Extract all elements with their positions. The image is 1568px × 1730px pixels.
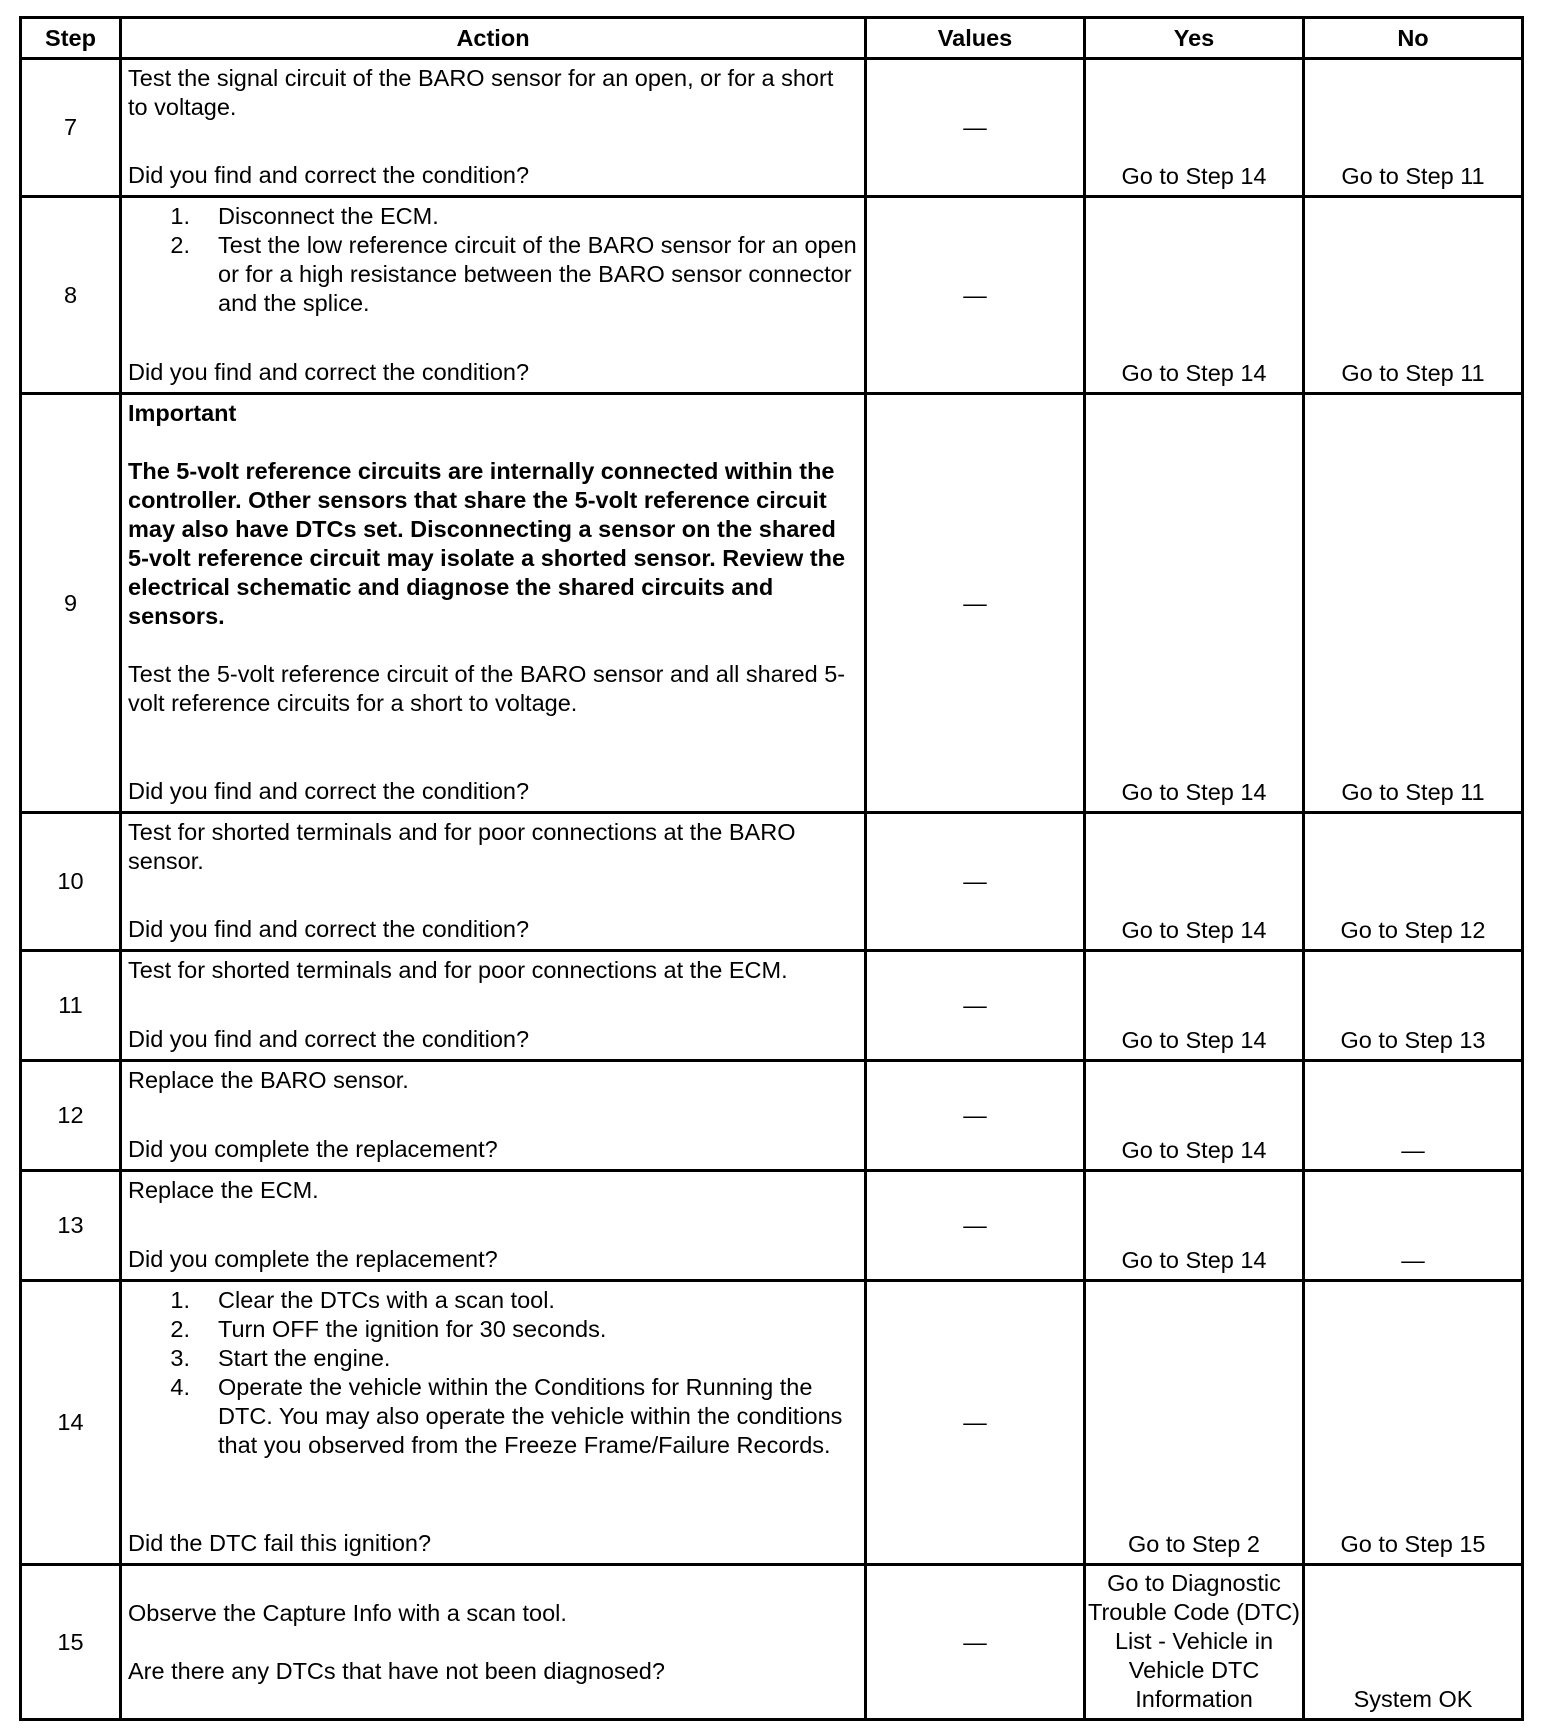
step-number: 7 [21, 59, 121, 197]
action-question: Did you complete the replacement? [128, 1246, 498, 1272]
table-row [21, 1565, 1523, 1720]
yes-cell: Go to Step 14 [1085, 813, 1304, 951]
action-list [128, 202, 858, 318]
yes-cell: Go to Step 14 [1085, 59, 1304, 197]
action-question: Did you find and correct the condition? [128, 916, 530, 942]
step-number: 12 [21, 1061, 121, 1171]
action-question: Did you find and correct the condition? [128, 359, 530, 385]
values-cell: — [866, 59, 1085, 197]
header-row [21, 18, 1523, 59]
action-text: Observe the Capture Info with a scan tool. [128, 1599, 567, 1626]
action-question: Are there any DTCs that have not been diagnosed? [128, 1657, 665, 1684]
important-title: Important [128, 400, 237, 426]
no-cell: Go to Step 12 [1304, 813, 1523, 951]
values-cell: — [866, 1171, 1085, 1281]
header-action: Action [121, 18, 866, 59]
yes-cell: Go to Step 14 [1085, 1171, 1304, 1281]
values-cell: — [866, 1061, 1085, 1171]
no-cell: — [1304, 1171, 1523, 1281]
values-cell: — [866, 813, 1085, 951]
table-row [21, 1061, 1523, 1171]
list-item: 1. Disconnect the ECM. [170, 203, 439, 229]
action-cell [121, 1061, 866, 1171]
no-cell: Go to Step 11 [1304, 197, 1523, 394]
action-text: Test the 5-volt reference circuit of the BARO sensor and all shared 5-volt reference circuits for a short to voltage. [128, 661, 846, 716]
action-question: Did you complete the replacement? [128, 1136, 498, 1162]
table-row [21, 1171, 1523, 1281]
action-cell [121, 1171, 866, 1281]
no-cell: Go to Step 13 [1304, 951, 1523, 1061]
action-text: Test for shorted terminals and for poor connections at the ECM. [128, 957, 788, 983]
no-cell: System OK [1304, 1565, 1523, 1720]
list-item: 1. Clear the DTCs with a scan tool. [170, 1287, 555, 1313]
no-cell: Go to Step 11 [1304, 394, 1523, 813]
list-item: 4. Operate the vehicle within the Conditions for Running the DTC. You may also operate the vehicle within the conditions that you observed from the Freeze Frame/Failure Records. [170, 1374, 843, 1458]
action-cell [121, 197, 866, 394]
no-cell: — [1304, 1061, 1523, 1171]
header-step: Step [21, 18, 121, 59]
step-number: 13 [21, 1171, 121, 1281]
values-cell: — [866, 197, 1085, 394]
table-row [21, 197, 1523, 394]
important-note: The 5-volt reference circuits are internally connected within the controller. Other sensors that share the 5-volt reference circuit may also have DTCs set. Disconnecting a sensor on the shared 5-volt reference circuit may isolate a shorted sensor. Review the electrical schematic and diagnose the shared circuits and sensors. [128, 458, 846, 629]
action-question: Did you find and correct the condition? [128, 162, 530, 188]
list-item: 2. Test the low reference circuit of the BARO sensor for an open or for a high resistance between the BARO sensor connector and the splice. [170, 232, 857, 316]
table-row [21, 59, 1523, 197]
step-number: 15 [21, 1565, 121, 1720]
action-cell [121, 394, 866, 813]
action-text: Replace the BARO sensor. [128, 1067, 409, 1093]
yes-cell: Go to Step 2 [1085, 1281, 1304, 1565]
table-row [21, 813, 1523, 951]
yes-cell: Go to Step 14 [1085, 1061, 1304, 1171]
step-number: 8 [21, 197, 121, 394]
yes-cell: Go to Step 14 [1085, 951, 1304, 1061]
action-cell [121, 59, 866, 197]
list-item: 3. Start the engine. [170, 1345, 391, 1371]
step-number: 11 [21, 951, 121, 1061]
table-row [21, 394, 1523, 813]
no-cell: Go to Step 15 [1304, 1281, 1523, 1565]
action-cell [121, 1565, 866, 1720]
action-text: Test for shorted terminals and for poor connections at the BARO sensor. [128, 819, 796, 874]
step-number: 14 [21, 1281, 121, 1565]
yes-cell: Go to Step 14 [1085, 197, 1304, 394]
values-cell: — [866, 394, 1085, 813]
action-text: Test the signal circuit of the BARO sensor for an open, or for a short to voltage. [128, 65, 834, 120]
action-cell [121, 951, 866, 1061]
action-text: Replace the ECM. [128, 1177, 319, 1203]
header-values: Values [866, 18, 1085, 59]
yes-cell: Go to Step 14 [1085, 394, 1304, 813]
no-cell: Go to Step 11 [1304, 59, 1523, 197]
action-cell [121, 1281, 866, 1565]
header-no: No [1304, 18, 1523, 59]
values-cell: — [866, 1281, 1085, 1565]
diagnostic-table [19, 16, 1524, 1721]
table-row [21, 951, 1523, 1061]
values-cell: — [866, 951, 1085, 1061]
action-question: Did the DTC fail this ignition? [128, 1530, 432, 1556]
table-row [21, 1281, 1523, 1565]
values-cell: — [866, 1565, 1085, 1720]
list-item: 2. Turn OFF the ignition for 30 seconds. [170, 1316, 607, 1342]
action-question: Did you find and correct the condition? [128, 778, 530, 804]
step-number: 9 [21, 394, 121, 813]
action-question: Did you find and correct the condition? [128, 1026, 530, 1052]
header-yes: Yes [1085, 18, 1304, 59]
action-cell [121, 813, 866, 951]
step-number: 10 [21, 813, 121, 951]
action-list [128, 1286, 858, 1460]
yes-cell-link[interactable]: Go to Diagnostic Trouble Code (DTC) List - Vehicle in Vehicle DTC Information [1085, 1565, 1304, 1720]
